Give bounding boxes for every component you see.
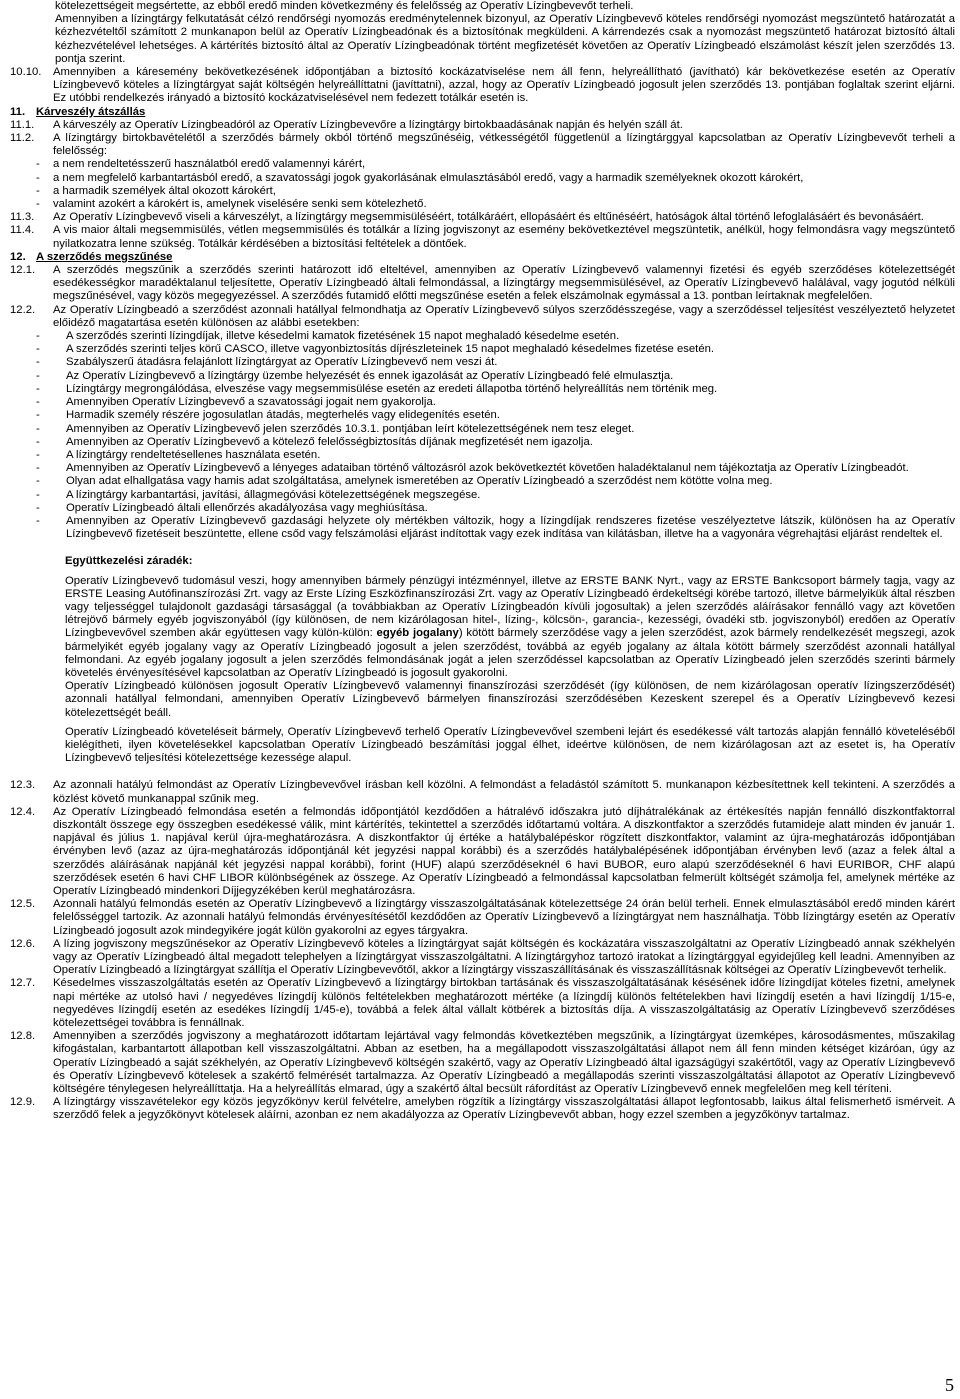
clause-text: A kárveszély az Operatív Lízingbeadóról az Operatív Lízingbevevőre a lízingtárgy birtokbaadásának napján és helyén száll át. bbox=[53, 118, 683, 131]
paragraph: Amennyiben a lízingtárgy felkutatását célzó rendőrségi nyomozás eredménytelennek bizonyul, az Operatív Lízingbevevő köteles rendőrségi nyomozást megszüntető határozatát a kézhezvételtől számított 2 munkanapon belül az Operatív Lízingbeadónak és a biztosítónak megküldeni. A kárrendezés csak a nyomozást megszüntető határozat biztosító általi kézhezvételével lehetséges. A kártérítés biztosító által az Operatív Lízingbeadónak történt megfizetését követően az Operatív Lízingbeadó elszámolást készít jelen szerződés 13. pontja szerint. bbox=[55, 13, 955, 65]
clause-number: 12.9. bbox=[10, 1096, 36, 1109]
clause-text: A lízingtárgy birtokbavételétől a szerződés bármely okból történő megszűnéséig, vétkességétől függetlenül a lízingtárggyal kapcsolatban az Operatív Lízingbevevőt terheli a felelősség: bbox=[53, 132, 955, 158]
clause-number: 12.7. bbox=[10, 977, 36, 990]
list-item: - A lízingtárgy rendeltetésellenes használata esetén. bbox=[36, 448, 321, 461]
clause-12-4 bbox=[10, 806, 955, 898]
clause-text: Az Operatív Lízingbeadó felmondása esetén a felmondás időpontjától kezdődően a hátralévő időszakra jutó díjhátralékának az értékesítés napján fennálló diszkontfaktorral diszkontált összege egy összegben esedékessé válik, mint kártérítés, tekintettel a szerződés időtartamú voltára. A diszkontfaktor a szerződés futamideje alatt minden év január 1. napjával és július 1. napjával kerül újra-meghatározásra. A diszkontfaktor új értéke a hatálybalépéskor rögzített diszkontfaktor, valamint az újra-meghatározás időpontjában érvényben levő (azaz az újra-meghatározás időpontjánál két jegyzési nappal korábbi) és a szerződés hatálybalépésének időpontjában érvényben levő (azaz a felek által a szerződés aláírásának napjánál két jegyzési nappal korábbi), forint (HUF) alapú szerződéseknél 6 havi BUBOR, euro alapú szerződéseknél 6 havi EURIBOR, CHF alapú szerződések esetén 6 havi CHF LIBOR különbségének az összege. Az Operatív Lízingbeadó a felmondással kapcsolatban felmerült költségét számolja fel, amelynek mértéke az Operatív Lízingbeadó mindenkori Díjjegyzékében kerül meghatározásra. bbox=[53, 805, 955, 897]
paragraph: kötelezettségeit megsértette, az ebből eredő minden következmény és felelősség az Operatív Lízingbevevőt terheli. bbox=[55, 0, 634, 12]
paragraph: Operatív Lízingbeadó különösen jogosult Operatív Lízingbevevő valamennyi finanszírozási szerződését (így különösen, de nem kizárólagosan operatív lízingszerződését) azonnali hatállyal felmondani, amennyiben Operatív Lízingbevevő bármelyen finanszírozási szerződésében Kezeskent szerepel és a Operatív Lízingbevevő kezesi kötelezettségét beáll. bbox=[65, 680, 955, 719]
clause-number: 12.1. bbox=[10, 264, 36, 277]
cooperation-clause bbox=[10, 555, 955, 765]
clause-number: 12.5. bbox=[10, 898, 36, 911]
clause-11-2 bbox=[10, 132, 955, 158]
clause-12-8 bbox=[10, 1030, 955, 1096]
list-item: - valamint azokért a károkért is, amelynek viselésére senki sem kötelezhető. bbox=[36, 198, 427, 211]
clause-number: 12.3. bbox=[10, 779, 36, 792]
list-item: - A lízingtárgy karbantartási, javítási, állagmegóvási kötelezettségének megszegése. bbox=[36, 488, 481, 501]
clause-text: Az azonnali hatályú felmondást az Operatív Lízingbevevővel írásban kell közölni. A felmondást a feladástól számított 5. munkanapon kézbesítettnek kell tekinteni. A szerződés a közlést követő munkanappal szűnik meg. bbox=[53, 779, 955, 805]
clause-11-4 bbox=[10, 224, 955, 250]
list-item: - Szabályszerű átadásra felajánlott lízingtárgyat az Operatív Lízingbevevő nem veszi át. bbox=[36, 356, 498, 369]
section-number: 12. bbox=[10, 250, 26, 263]
clause-number: 11.4. bbox=[10, 224, 35, 237]
section-heading-11 bbox=[10, 106, 955, 119]
clause-text: Amennyiben a szerződés jogviszony a meghatározott időtartam lejártával vagy felmondás következtében megszűnik, a lízingtárgyat üzemképes, károsodásmentes, műszakilag kifogástalan, karbantartott állapotban kell visszaszolgáltatni. Abban az esetben, ha a megállapodott visszaszolgáltatási állapot nem áll fenn minden kétséget kizáróan, úgy az Operatív Lízingbeadó a saját székhelyén, az Operatív Lízingbevevő költségén szakértő, vagy az Operatív Lízingbeadó által igazságügyi szakértőtől, vagy az Operatív Lízingbevevő és Operatív Lízingbevevő kötelesek a szakértő felmérését tartalmazza. Az Operatív Lízingbeadó a megállapodás szerinti visszaszolgáltatási állapotot az Operatív Lízingbevevő költségére ténylegesen helyreállíttatja. Ha a helyreállítás elmarad, úgy a szakértő által becsült ráfordítást az Operatív Lízingbevevő ennek megfelelően meg kell téríteni. bbox=[53, 1030, 955, 1096]
list-item: - A szerződés szerinti lízingdíjak, illetve késedelmi kamatok fizetésének 15 napot meghaladó késedelme esetén. bbox=[36, 330, 620, 343]
clause-12-9 bbox=[10, 1096, 955, 1122]
section-title: Kárveszély átszállás bbox=[36, 105, 146, 118]
clause-text: A vis maior általi megsemmisülés, vétlen megsemmisülés és totálkár a lízing jogviszonyt az esemény bekövetkeztével megszüntetik, anélkül, hogy felmondásra vagy megszüntető nyilatkozatra lenne szükség. Totálkár kérdésében a biztosítási feltételek a döntőek. bbox=[53, 224, 955, 250]
list-item: - Az Operatív Lízingbevevő a lízingtárgy üzembe helyezését és ennek igazolását az Operatív Lízingbeadó felé elmulasztja. bbox=[36, 369, 674, 382]
clause-number: 11.2. bbox=[10, 132, 35, 145]
clause-text: A lízing jogviszony megszűnésekor az Operatív Lízingbevevő köteles a lízingtárgyat saját költségén és kockázatára visszaszolgáltatni az Operatív Lízingbeadó annak székhelyén vagy az Operatív Lízingbeadó által megadott telephelyen a lízingtárgyat visszaszolgáltatni. A lízingtárgyhoz tartozó iratokat a lízingtárggyal egyidejűleg kell leadni. Amennyiben az Operatív Lízingbeadó a lízingtárgyat szállítja el Operatív Lízingbevevőtől, akkor a lízingtárgy visszaszállításának és visszaszállításnak költségei az Operatív Lízingbevevőt terhelik. bbox=[53, 937, 955, 977]
list-item: - Amennyiben Operatív Lízingbevevő a szavatossági jogait nem gyakorolja. bbox=[36, 396, 436, 409]
list-item: - Amennyiben az Operatív Lízingbevevő a lényeges adataiban történő változásról azok bekövetkeztét követően haladéktalanul nem tájékoztatja az Operatív Lízingbeadót. bbox=[36, 462, 909, 475]
clause-text: Az Operatív Lízingbeadó a szerződést azonnali hatállyal felmondhatja az Operatív Lízingbevevő súlyos szerződésszegése, vagy a szerződéssel teljesítést veszélyeztető helyzetet előidéző magatartása esetén különösen az alábbi esetekben: bbox=[53, 303, 955, 329]
later-clauses bbox=[10, 779, 955, 1122]
list-item: - Amennyiben az Operatív Lízingbevevő gazdasági helyzete oly mértékben változik, hogy a lízingdíjak rendszeres fizetése veszélyeztetve látszik, különösen ha az Operatív Lízingbevevő fizetéseit beszüntette, ellene csőd vagy felszámolási eljárást indítottak vagy ezek indítása van kilátásban, illetve ha a vagyonára végrehajtási eljárást rendeltek el. bbox=[36, 514, 955, 541]
clause-10-10 bbox=[10, 66, 955, 106]
clause-12-1 bbox=[10, 264, 955, 304]
paragraph: Operatív Lízingbevevő tudomásul veszi, hogy amennyiben bármely pénzügyi intézménnyel, illetve az ERSTE BANK Nyrt., vagy az ERSTE Bankcsoport bármely tagja, vagy az ERSTE Leasing Autófinanszírozási Zrt. vagy az Erste Lízing Eszközfinanszírozási Zrt. vagy az Operatív Lízingbeadó érdekeltségi körébe tartozó, illetve bármelyikük által részben vagy teljességgel tulajdonolt gazdasági társasággal (a továbbiakban az Operatív Lízingbeadón kívüli jogosultak) a jelen szerződés aláírásakor fennálló vagy azt követően létrejövő bármely egyéb jogviszonyából (így különösen, de nem kizárólagosan hitel-, lízing-, kölcsön-, garancia-, kezességi, óvadéki stb. jogviszonyból) eredően az Operatív Lízingbevevővel szemben akár együttesen vagy külön-külön: egyéb jogalany) kötött bármely szerződése vagy a jelen szerződést, azok bármely rendelkezését megszegi, azok bármelyikét egyéb jogalany vagy az Operatív Lízingbeadó jogosult a jelen szerződést, továbbá az egyéb jogalany az általa kötött bármely szerződést azonnali hatállyal felmondani. Az egyéb jogalany jogosult a jelen szerződés felmondásának jogát a jelen szerződéssel kapcsolatban az Operatív Lízingbeadó jelen szerződés szerinti bármely követelés érvényesítésével kapcsolatban az Operatív Lízingbeadó is jogosult gyakorolni. bbox=[65, 574, 955, 679]
clause-number: 12.2. bbox=[10, 303, 36, 316]
clause-text: A szerződés megszűnik a szerződés szerinti határozott idő elteltével, amennyiben az Operatív Lízingbevevő valamennyi fizetési és egyéb szerződéses kötelezettségét esedékességkor maradéktalanul teljesítette, Operatív Lízingbeadó általi felmondással, a lízingtárgy megsemmisülésével, az Operatív Lízingbevevő halálával, vagy jogutód nélküli megszűnésével, vagy közös megegyezéssel. A szerződés futamidő előtti megszűnése esetén a felek elszámolnak egymással a 13. pontban leírtaknak megfelelően. bbox=[53, 264, 955, 303]
clause-text: Késedelmes visszaszolgáltatás esetén az Operatív Lízingbevevő a lízingtárgy birtokban tartásának és visszaszolgáltatásának késésének időre lízingdíjat köteles fizetni, amelynek napi mértéke az utolsó havi / negyedéves lízingdíj különös feltételekben meghatározott mértéke (a lízingdíj különös feltételekben havi lízingdíj esetén a havi lízingdíj 1/15-e, negyedéves lízingdíj esetén az esedékes lízingdíj 1/45-e), továbbá a felek által vállalt kötbérek a biztosítás díja. A visszaszolgáltatásig az Operatív Lízingbevevő szerződéses kötelezettségei továbbra is fennállnak. bbox=[53, 977, 955, 1030]
clause-12-5 bbox=[10, 898, 955, 938]
clause-12-2 bbox=[10, 304, 955, 330]
list-item: - a harmadik személyek által okozott károkért, bbox=[36, 184, 276, 197]
list-item: - A szerződés szerinti teljes körű CASCO, illetve vagyonbiztosítás díjrészleteinek 15 napot meghaladó késedelmes fizetése esetén. bbox=[36, 343, 715, 356]
clause-text: Amennyiben a káresemény bekövetkezésének időpontjában a biztosító kockázatviselése nem áll fenn, helyreállítható (javítható) kár bekövetkezése esetén az Operatív Lízingbevevő köteles a lízingtárgyat saját költségén helyreállíttatni (javíttatni), azzal, hogy az Operatív Lízingbeadó jogosult jelen szerződés 13. pontjában foglaltak szerint eljárni. Ez utóbbi rendelkezés irányadó a biztosító kockázatviselésével nem fedezett totálkár esetén is. bbox=[53, 66, 955, 105]
clause-12-6 bbox=[10, 938, 955, 978]
list-item: - Harmadik személy részére jogosulatlan átadás, megterhelés vagy elidegenítés esetén. bbox=[36, 409, 500, 422]
list-item: - Lízingtárgy megrongálódása, elveszése vagy megsemmisülése esetén az eredeti állapotba történő helyreállítás nem történik meg. bbox=[36, 382, 718, 395]
cooperation-heading: Együttkezelési záradék: bbox=[65, 555, 193, 568]
clause-11-3 bbox=[10, 211, 955, 224]
paragraph: Operatív Lízingbeadó követeléseit bármely, Operatív Lízingbevevő terhelő Operatív Lízingbevevővel szembeni lejárt és esedékessé vált tartozás alapján fennálló követeléséből kielégítheti, ilyen követelésekkel kapcsolatban Operatív Lízingbeadó beszámítási joggal élhet, ideértve különösen, de nem kizárólagosan azt az esetet is, ha Operatív Lízingbevevő teljesítési kötelezettsége kezessége alapul. bbox=[65, 725, 955, 765]
clause-11-1 bbox=[10, 119, 955, 132]
clause-number: 12.8. bbox=[10, 1030, 36, 1043]
clause-text: Azonnali hatályú felmondás esetén az Operatív Lízingbevevő a lízingtárgy visszaszolgáltatásának kötelezettsége 24 órán belül terheli. Ennek elmulasztásából eredő minden kárért felelősséggel tartozik. Az azonnali hatályú felmondás érvényesítésétől kezdődően az Operatív Lízingbevevő a lízingtárgyat nem használhatja. Több lízingtárgy esetén az Operatív Lízingbeadó jogosult azok mindegyikére jogát külön gyakorolni az egyes tárgyakra. bbox=[53, 898, 955, 937]
list-item: - a nem rendeltetésszerű használatból eredő valamennyi kárért, bbox=[36, 158, 366, 171]
dash-list bbox=[10, 330, 955, 541]
clause-number: 11.1. bbox=[10, 118, 35, 131]
list-item: - Amennyiben az Operatív Lízingbevevő a kötelező felelősségbiztosítás díjának megfizetését nem igazolja. bbox=[36, 435, 593, 448]
list-item: - Olyan adat elhallgatása vagy hamis adat szolgáltatása, amelynek ismeretében az Operatív Lízingbeadó a szerződést nem kötötte volna meg. bbox=[36, 475, 773, 488]
clause-text: A lízingtárgy visszavételekor egy közös jegyzőkönyv kerül felvételre, amelyben rögzítik a lízingtárgy visszaszolgáltatási állapot legfontosabb, laikus által felismerhető ismérveit. A szerződő felek a jegyzőkönyvt kötelesek aláírni, azonban ez nem akadályozza az Operatív Lízingbevevőt abban, hogy ezzel szemben a jegyzőkönyv tartalmaz. bbox=[53, 1096, 955, 1122]
section-number: 11. bbox=[10, 105, 26, 118]
clause-text: Az Operatív Lízingbevevő viseli a kárveszélyt, a lízingtárgy megsemmisüléséért, totálkáráért, ellopásáért és eltűnéséért, hatóságok által történő lefoglalásáért és bevonásáért. bbox=[53, 211, 924, 224]
document-body bbox=[10, 0, 955, 1123]
list-item: - a nem megfelelő karbantartásból eredő, a szavatossági jogok gyakorlásának elmulasztásából eredő, vagy a harmadik személyeknek okozott károkért, bbox=[36, 171, 804, 184]
clause-number: 10.10. bbox=[10, 66, 42, 79]
page-number: 5 bbox=[945, 1375, 954, 1395]
clause-number: 12.6. bbox=[10, 937, 36, 950]
clause-number: 12.4. bbox=[10, 805, 36, 818]
clause-12-7 bbox=[10, 977, 955, 1030]
dash-list bbox=[10, 158, 955, 211]
clause-number: 11.3. bbox=[10, 211, 35, 224]
section-heading-12 bbox=[10, 251, 955, 264]
list-item: - Operatív Lízingbeadó általi ellenőrzés akadályozása vagy meghiúsítása. bbox=[36, 501, 428, 514]
list-item: - Amennyiben az Operatív Lízingbevevő jelen szerződés 10.3.1. pontjában leírt kötelezettségének nem tesz eleget. bbox=[36, 422, 635, 435]
clause-12-3 bbox=[10, 779, 955, 805]
section-title: A szerződés megszűnése bbox=[36, 250, 173, 263]
